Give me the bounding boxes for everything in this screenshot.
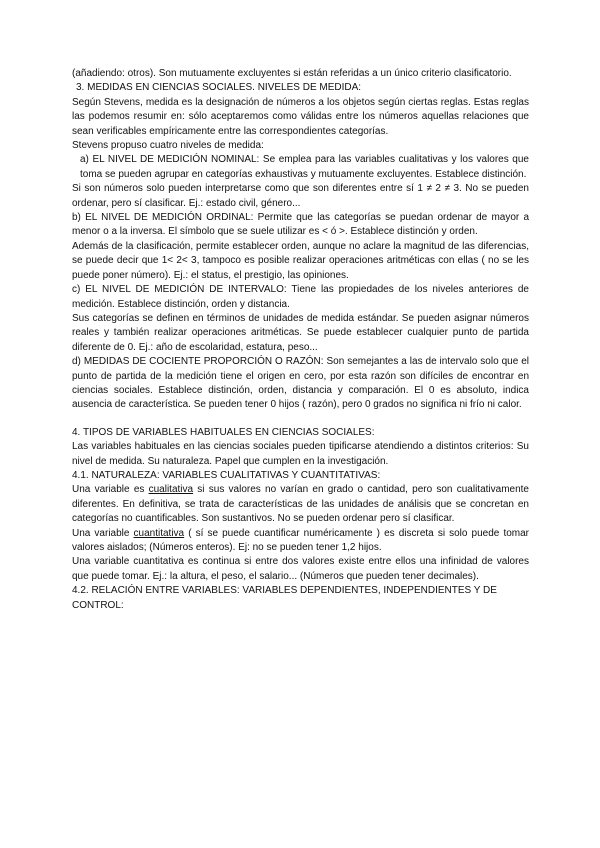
heading-section-3: 3. MEDIDAS EN CIENCIAS SOCIALES. NIVELES DE MEDIDA: bbox=[76, 82, 362, 94]
paragraph-qualitative bbox=[72, 483, 529, 526]
paragraph-quantitative-discrete bbox=[72, 527, 529, 556]
paragraph-ordinal-detail: Además de la clasificación, permite establecer orden, aunque no aclare la magnitud de las diferencias, se puede decir que 1< 2< 3, tampoco es posible realizar operaciones aritméticas con ellas ( no se les puede poner número). Ej.: el status, el prestigio, las opiniones. bbox=[72, 240, 529, 281]
paragraph-nominal-detail: Si son números solo pueden interpretarse como que son diferentes entre sí 1 ≠ 2 ≠ 3. No se pueden ordenar, pero sí clasificar. Ej.: estado civil, género... bbox=[72, 183, 529, 209]
paragraph-ratio-level: d) MEDIDAS DE COCIENTE PROPORCIÓN O RAZÓN: Son semejantes a las de intervalo solo que el punto de partida de la medición tiene el origen en cero, por esta razón son difíciles de encontrar en ciencias sociales. Establece distinción, orden, distancia y comparación. El 0 es absoluto, indica ausencia de característica. Se pueden tener 0 hijos ( razón), pero 0 grados no significa ni frío ni calor. bbox=[72, 356, 529, 411]
term-cuantitativa: cuantitativa bbox=[133, 527, 185, 539]
paragraph-interval-detail: Sus categorías se definen en términos de unidades de medida estándar. Se pueden asignar números reales y también realizar operaciones aritméticas. Se puede establecer cualquier punto de partida diferente de 0. Ej.: año de escolaridad, estatura, peso... bbox=[72, 312, 529, 353]
text-run: ( sí se puede cuantificar numéricamente ) es discreta si solo puede tomar valores aislados; (Números enteros). Ej: no se pueden tener 1,2 hijos. bbox=[72, 527, 530, 553]
spacer bbox=[72, 413, 529, 426]
heading-section-4: 4. TIPOS DE VARIABLES HABITUALES EN CIENCIAS SOCIALES: bbox=[72, 426, 375, 438]
heading-section-4-2: 4.2. RELACIÓN ENTRE VARIABLES: VARIABLES DEPENDIENTES, INDEPENDIENTES Y DE CONTROL: bbox=[72, 585, 497, 611]
paragraph-quantitative-continuous: Una variable cuantitativa es continua si entre dos valores existe entre ellos una infinidad de valores que puede tomar. Ej.: la altura, el peso, el salario... (Números que pueden tener decimales). bbox=[72, 556, 529, 582]
paragraph-stevens-levels: Stevens propuso cuatro niveles de medida: bbox=[72, 140, 264, 152]
document-body bbox=[72, 67, 529, 613]
text-run: si sus valores no varían en grado o cantidad, pero son cualitativamente diferentes. En definitiva, se trata de características de las unidades de análisis que se concretan en categorías no cuantificables. Son sustantivos. No se pueden ordenar pero sí clasificar. bbox=[72, 484, 529, 525]
paragraph-interval-level: c) EL NIVEL DE MEDICIÓN DE INTERVALO: Tiene las propiedades de los niveles anteriores de medición. Establece distinción, orden y distancia. bbox=[72, 284, 529, 310]
paragraph-ordinal-level: b) EL NIVEL DE MEDICIÓN ORDINAL: Permite que las categorías se puedan ordenar de mayor a menor o a la inversa. El símbolo que se suele utilizar es < ó >. Establece distinción y orden. bbox=[72, 212, 529, 238]
paragraph-stevens-definition: Según Stevens, medida es la designación de números a los objetos según ciertas reglas. Estas reglas las podemos resumir en: sólo aceptaremos como válidas entre los números aquellas relaciones que sean verificables empíricamente entre las correspondientes categorías. bbox=[72, 96, 529, 137]
text-run: Una variable es bbox=[72, 484, 149, 496]
paragraph-intro: (añadiendo: otros). Son mutuamente excluyentes si están referidas a un único criterio clasificatorio. bbox=[72, 68, 512, 79]
paragraph-variable-criteria: Las variables habituales en las ciencias sociales pueden tipificarse atendiendo a distintos criterios: Su nivel de medida. Su naturaleza. Papel que cumplen en la investigación. bbox=[72, 441, 529, 467]
heading-section-4-1: 4.1. NATURALEZA: VARIABLES CUALITATIVAS Y CUANTITATIVAS: bbox=[72, 469, 381, 481]
paragraph-nominal-level: a) EL NIVEL DE MEDICIÓN NOMINAL: Se emplea para las variables cualitativas y los valores que toma se pueden agrupar en categorías exhaustivas y mutuamente excluyentes. Establece distinción. bbox=[80, 154, 529, 180]
text-run: Una variable bbox=[72, 527, 134, 539]
term-cualitativa: cualitativa bbox=[148, 484, 194, 496]
